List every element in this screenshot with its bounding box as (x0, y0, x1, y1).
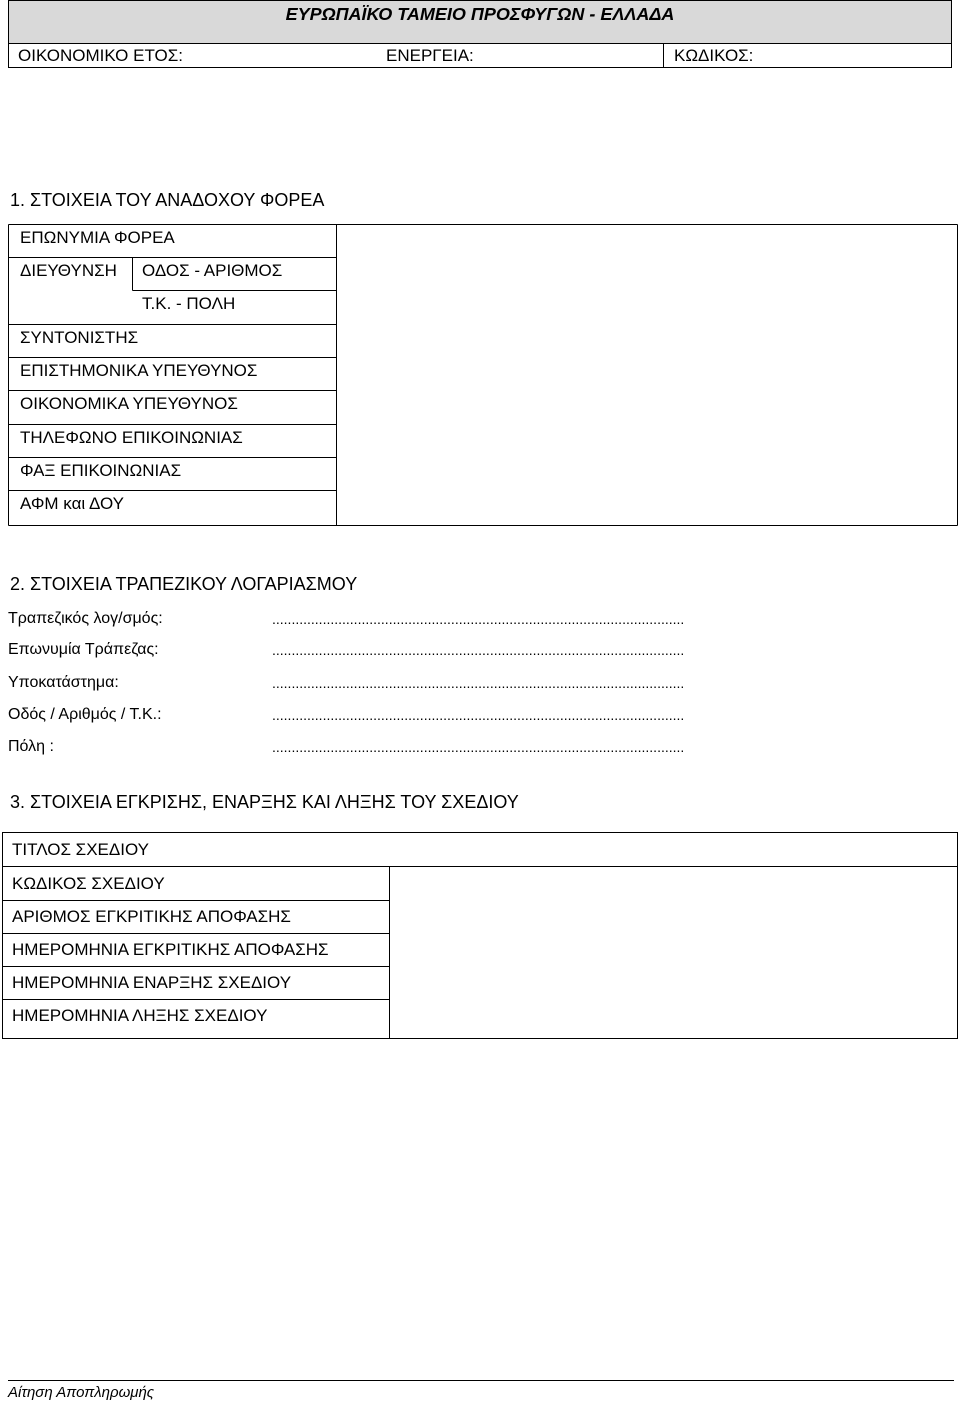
section3-title: 3. ΣΤΟΙΧΕΙΑ ΕΓΚΡΙΣΗΣ, ΕΝΑΡΞΗΣ ΚΑΙ ΛΗΞΗΣ ΤΟΥ ΣΧΕΔΙΟΥ (10, 792, 519, 812)
form-header-fields (8, 44, 952, 68)
section3-table (2, 832, 958, 1040)
action-label: ΕΝΕΡΓΕΙΑ: (386, 46, 474, 65)
plan-title-label: ΤΙΤΛΟΣ ΣΧΕΔΙΟΥ (12, 840, 149, 859)
section1-table (8, 224, 958, 526)
end-date-label: ΗΜΕΡΟΜΗΝΙΑ ΛΗΞΗΣ ΣΧΕΔΙΟΥ (12, 1006, 268, 1025)
form-header-title (8, 0, 952, 44)
street-postal-label: Οδός / Αριθμός / Τ.Κ.: (8, 706, 162, 723)
row-name-label: ΕΠΩΝΥΜΙΑ ΦΟΡΕΑ (20, 228, 175, 247)
header-title-text: ΕΥΡΩΠΑΪΚΟ ΤΑΜΕΙΟ ΠΡΟΣΦΥΓΩΝ - ΕΛΛΑΔΑ (285, 4, 675, 24)
street-postal-field[interactable]: .......................................................................................................... (272, 707, 685, 723)
section1-value-field[interactable] (338, 226, 956, 524)
section2-title: 2. ΣΤΟΙΧΕΙΑ ΤΡΑΠΕΖΙΚΟΥ ΛΟΓΑΡΙΑΣΜΟΥ (10, 574, 358, 594)
section1-title: 1. ΣΤΟΙΧΕΙΑ ΤΟΥ ΑΝΑΔΟΧΟΥ ΦΟΡΕΑ (10, 190, 325, 210)
branch-label: Υποκατάστημα: (8, 674, 119, 691)
approval-date-label: ΗΜΕΡΟΜΗΝΙΑ ΕΓΚΡΙΤΙΚΗΣ ΑΠΟΦΑΣΗΣ (12, 940, 329, 959)
row-coordinator-label: ΣΥΝΤΟΝΙΣΤΗΣ (20, 328, 139, 347)
city-label: Πόλη : (8, 738, 54, 755)
bank-name-field[interactable]: .......................................................................................................... (272, 642, 685, 658)
row-address-label: ΔΙΕΥΘΥΝΣΗ (20, 261, 117, 280)
row-phone-label: ΤΗΛΕΦΩΝΟ ΕΠΙΚΟΙΝΩΝΙΑΣ (20, 428, 243, 447)
row-street-label: ΟΔΟΣ - ΑΡΙΘΜΟΣ (142, 261, 283, 280)
bank-account-label: Τραπεζικός λογ/σμός: (8, 610, 163, 627)
footer-divider (8, 1380, 954, 1381)
fiscal-year-label: ΟΙΚΟΝΟΜΙΚΟ ΕΤΟΣ: (18, 46, 184, 65)
row-postal-label: Τ.Κ. - ΠΟΛΗ (142, 294, 236, 313)
branch-field[interactable]: .......................................................................................................... (272, 675, 685, 691)
plan-code-label: ΚΩΔΙΚΟΣ ΣΧΕΔΙΟΥ (12, 874, 165, 893)
code-field[interactable] (663, 44, 953, 67)
section3-value-field[interactable] (391, 868, 956, 1037)
approval-number-label: ΑΡΙΘΜΟΣ ΕΓΚΡΙΤΙΚΗΣ ΑΠΟΦΑΣΗΣ (12, 907, 291, 926)
row-vat-label: ΑΦΜ και ΔΟΥ (20, 494, 124, 513)
code-label: ΚΩΔΙΚΟΣ: (674, 46, 754, 65)
row-fax-label: ΦΑΞ ΕΠΙΚΟΙΝΩΝΙΑΣ (20, 461, 182, 480)
row-scientific-label: ΕΠΙΣΤΗΜΟΝΙΚΑ ΥΠΕΥΘΥΝΟΣ (20, 361, 258, 380)
row-financial-label: ΟΙΚΟΝΟΜΙΚΑ ΥΠΕΥΘΥΝΟΣ (20, 394, 238, 413)
footer-text: Αίτηση Αποπληρωμής (8, 1384, 155, 1401)
bank-name-label: Επωνυμία Τράπεζας: (8, 641, 159, 658)
start-date-label: ΗΜΕΡΟΜΗΝΙΑ ΕΝΑΡΞΗΣ ΣΧΕΔΙΟΥ (12, 973, 292, 992)
bank-account-field[interactable]: .......................................................................................................... (272, 611, 685, 627)
city-field[interactable]: .......................................................................................................... (272, 739, 685, 755)
